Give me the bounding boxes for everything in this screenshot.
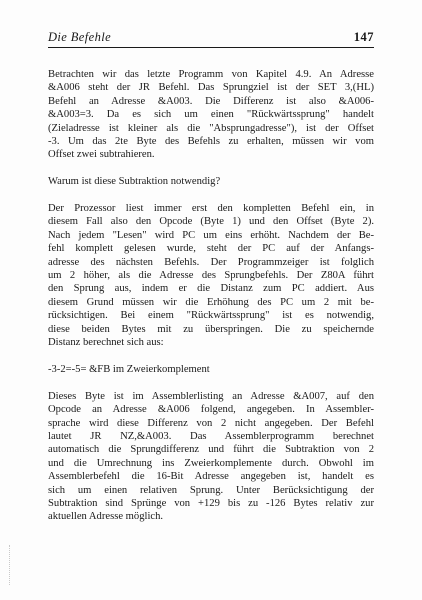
text-line: sich um einen relativen Sprung. Unter Berücksichtigung der bbox=[48, 484, 374, 496]
paragraph-1 bbox=[48, 68, 374, 162]
text-line: diesem Grund müssen wir die Erhöhung des PC um 2 mit be- bbox=[48, 296, 374, 308]
text-line: sprache wird diese Differenz von 2 nicht angegeben. Der Befehl bbox=[48, 417, 374, 429]
text-line: Betrachten wir das letzte Programm von Kapitel 4.9. An Adresse bbox=[48, 69, 374, 80]
scan-margin-mark bbox=[9, 545, 10, 585]
text-line: diese beiden Bytes mit zu überspringen. Die zu speichernde bbox=[48, 323, 374, 335]
text-line: Befehl an Adresse &A003. Die Differenz ist also &A006- bbox=[48, 95, 374, 107]
paragraph-question bbox=[48, 175, 374, 188]
formula-line bbox=[48, 363, 374, 376]
paragraph-5 bbox=[48, 390, 374, 524]
text-line: um 2 höher, als die Adresse des Sprungbefehls. Der Z80A führt bbox=[48, 270, 374, 282]
text-line: und die Umrechnung ins Zweierkomplemente durch. Obwohl im bbox=[48, 457, 374, 469]
text-line: Nach jedem "Lesen" wird PC um eins erhöht. Nachdem der Be- bbox=[48, 229, 374, 241]
text-line: &A006 steht der JR Befehl. Das Sprungziel ist der SET 3,(HL) bbox=[48, 82, 374, 94]
text-line: Dieses Byte ist im Assemblerlisting an Adresse &A007, auf den bbox=[48, 390, 374, 402]
body-text bbox=[48, 68, 374, 537]
text-line: fehl komplett gelesen wurde, steht der PC auf der Anfangs- bbox=[48, 243, 374, 255]
chapter-title: Die Befehle bbox=[48, 30, 112, 44]
text-line: lautet JR NZ,&A003. Das Assemblerprogramm berechnet bbox=[48, 430, 374, 442]
text-line: aktuellen Adresse möglich. bbox=[48, 511, 164, 523]
text-line: -3. Um das 2te Byte des Befehls zu erhalten, müssen wir vom bbox=[48, 136, 374, 148]
text-line: &A003=3. Da es sich um einen "Rückwärtssprung" handelt bbox=[48, 109, 374, 121]
text-line: rücksichtigen. Bei einem "Rückwärtssprung" ist es notwendig, bbox=[48, 310, 374, 322]
text-line: Distanz berechnet sich aus: bbox=[48, 337, 164, 349]
paragraph-3 bbox=[48, 202, 374, 349]
text-line: (Zieladresse ist kleiner als die "Absprungadresse"), ist der Offset bbox=[48, 122, 374, 134]
text-line: Opcode an Adresse &A006 folgend, angegeben. In Assembler- bbox=[48, 404, 374, 416]
text-line: Offset zwei subtrahieren. bbox=[48, 149, 155, 161]
text-line: -3-2=-5= &FB im Zweierkomplement bbox=[48, 363, 210, 375]
header-rule bbox=[48, 47, 374, 48]
text-line: den Sprung aus, indem er die Distanz zum PC addiert. Aus bbox=[48, 283, 374, 295]
page-number: 147 bbox=[353, 30, 374, 44]
text-line: diesem Fall also den Opcode (Byte 1) und den Offset (Byte 2). bbox=[48, 216, 374, 228]
running-header bbox=[48, 28, 374, 48]
text-line: Der Prozessor liest immer erst den kompletten Befehl ein, in bbox=[48, 203, 374, 215]
text-line: Subtraktion sind Sprünge von +129 bis zu -126 Bytes relativ zur bbox=[48, 497, 374, 509]
text-line: adresse des nächsten Befehls. Der Programmzeiger ist folglich bbox=[48, 256, 374, 268]
text-line: Warum ist diese Subtraktion notwendig? bbox=[48, 176, 221, 188]
text-line: Assemblerbefehl die 16-Bit Adresse angegeben ist, handelt es bbox=[48, 471, 374, 483]
text-line: automatisch die Sprungdifferenz und führt die Subtraktion von 2 bbox=[48, 444, 374, 456]
